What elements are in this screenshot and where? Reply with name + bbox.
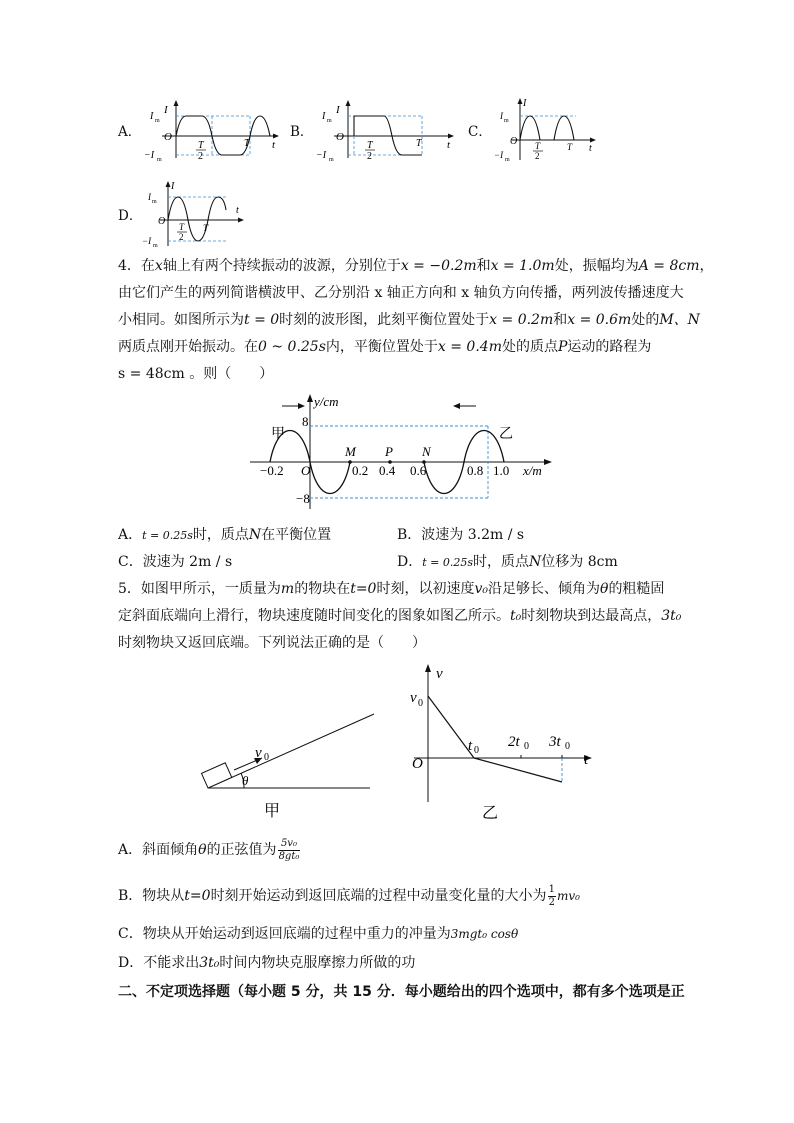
q4-text: 运动的路程为 (567, 339, 652, 355)
y-axis-label: y/cm (314, 394, 339, 409)
origin-label: O (336, 131, 344, 143)
q5-text: 时刻，以初速度 (376, 581, 475, 597)
im-label: I (148, 192, 151, 202)
q4-text: 小相同。如图所示为 (118, 312, 244, 328)
q5-var: v₀ (474, 581, 488, 597)
fraction-numerator: 5v₀ (278, 838, 301, 851)
q3-option-b[interactable] (290, 98, 455, 162)
q4-formula: t = 0.25s (142, 529, 193, 542)
q4-var: M、N (659, 312, 700, 328)
fraction-numerator: 1 (548, 883, 555, 895)
neg-im-label: −I (494, 150, 504, 160)
t-full-label: T (203, 223, 209, 233)
q5-text: 时刻物块到达最高点， (521, 608, 662, 624)
q5-var: 3t₀ (199, 955, 220, 971)
incline-v0: v (255, 745, 262, 761)
x-axis-label: x/m (523, 463, 542, 478)
t-half-den: 2 (198, 151, 203, 162)
figure-jia-label: 甲 (264, 803, 281, 820)
q4-formula: x = 0.2m (489, 312, 554, 328)
t-full-label: T (416, 138, 422, 149)
q3-graph-b (312, 98, 455, 162)
neg-im-sub: m (329, 157, 334, 162)
im-sub: m (152, 199, 157, 205)
option-b-label: B． (290, 124, 314, 140)
q4-text: 和 (476, 258, 491, 274)
q5-var: θ (198, 842, 207, 858)
t-half-num: T (179, 222, 185, 232)
im-label: I (322, 111, 326, 122)
q4-formula: x = 0.4m (437, 339, 502, 355)
option-c-label: C． (468, 124, 492, 140)
q5-var: t₀ (510, 608, 522, 624)
im-sub: m (327, 118, 332, 124)
option-text: A．斜面倾角 (118, 842, 199, 858)
t-half-num: T (535, 141, 541, 151)
im-sub: m (155, 118, 160, 124)
q4-option-d[interactable] (397, 549, 618, 576)
q5-text: 的粗糙固 (608, 581, 665, 597)
q4-formula: x = −0.2m (400, 258, 477, 274)
q4-text: 时，质点 (473, 554, 530, 570)
q4-formula: t = 0 (244, 312, 280, 328)
option-label: A． (118, 527, 143, 543)
incline-theta: θ (242, 773, 249, 788)
q5-formula: t=0 (184, 888, 211, 904)
q4-wave-figure (248, 392, 558, 512)
q4-var: P (557, 339, 568, 355)
axis-t-label: t (589, 143, 592, 154)
option-label: D． (397, 554, 423, 570)
neg-im-sub: m (157, 157, 162, 162)
fraction-denominator: 2 (548, 896, 555, 908)
vt-2t0-sub: 0 (524, 741, 529, 752)
axis-t-label: t (236, 205, 239, 216)
vt-origin: O (412, 756, 423, 772)
q5-var: θ (600, 581, 609, 597)
q4-text: 两质点刚开始振动。在 (118, 339, 258, 355)
q5-text: 沿足够长、倾角为 (488, 581, 600, 597)
neg-im-sub: m (153, 243, 158, 249)
fraction-denominator: 8gt₀ (278, 850, 300, 862)
neg-im-sub: m (505, 157, 510, 163)
q5-option-d[interactable] (118, 950, 415, 977)
q5-option-c[interactable] (118, 921, 518, 948)
q5-formula: 3mgt₀ cosθ (450, 927, 519, 941)
axis-i-label: I (171, 181, 175, 192)
amp-bottom: −8 (296, 491, 310, 506)
fraction-half (548, 884, 556, 909)
q3-graph-a (140, 98, 280, 162)
q4-formula: t = 0.25s (422, 556, 474, 569)
axis-t-label: t (447, 139, 451, 151)
t-full-label: T (567, 142, 573, 152)
q4-text: 在平衡位置 (261, 527, 332, 543)
q4-line-3 (118, 307, 700, 334)
q4-text: 处的质点 (501, 339, 558, 355)
q5-text: 5．如图甲所示，一质量为 (118, 581, 281, 597)
q5-formula: mv₀ (556, 889, 580, 903)
q3-option-a[interactable] (118, 98, 278, 162)
q4-option-c[interactable]: C．波速为 2m / s (118, 554, 233, 570)
option-d-label: D． (118, 208, 143, 224)
t-half-num: T (367, 140, 373, 151)
q5-option-b[interactable] (118, 883, 580, 910)
q5-text: 的物块在 (294, 581, 351, 597)
q5-vt-graph (400, 656, 600, 826)
axis-i-label: I (164, 104, 168, 116)
q4-formula: x = 0.6m (567, 312, 632, 328)
q3-option-c[interactable] (468, 94, 598, 164)
q4-text: 时，质点 (192, 527, 249, 543)
incline-v0-sub: 0 (264, 752, 269, 763)
q4-formula: 0 ~ 0.25s (258, 339, 326, 355)
q5-var: 3t₀ (661, 608, 682, 624)
vt-t0-sub: 0 (474, 745, 479, 756)
figure-yi-label: 乙 (482, 805, 499, 822)
t-half-den: 2 (179, 232, 184, 242)
point-p: P (385, 444, 393, 459)
q5-line-2 (118, 603, 681, 630)
q5-text: 定斜面底端向上滑行，物块速度随时间变化的图象如图乙所示。 (118, 608, 510, 624)
wave-jia-label: 甲 (271, 427, 285, 442)
option-text: 时刻开始运动到返回底端的过程中动量变化量的大小为 (210, 888, 547, 904)
vt-axis-t: t (584, 752, 589, 768)
tick-neg-0-2: −0.2 (260, 463, 284, 478)
q4-line-2: 由它们产生的两列简谐横波甲、乙分别沿 x 轴正方向和 x 轴负方向传播，两列波传播速度大 (118, 285, 684, 301)
origin-label: O (510, 136, 518, 147)
neg-im-label: −I (142, 236, 152, 246)
q4-text: 处，振幅均为 (554, 258, 639, 274)
vt-axis-v: v (436, 666, 443, 682)
axis-i-label: I (523, 98, 527, 109)
q3-graph-c (492, 94, 598, 164)
option-text: 时间内物块克服摩擦力所做的功 (219, 955, 416, 971)
q5-line-1 (118, 576, 664, 603)
q4-line-4 (118, 334, 651, 361)
origin-label: O (164, 131, 172, 143)
option-a-label: A． (118, 124, 142, 140)
q5-formula: t=0 (350, 581, 377, 597)
q4-text: 轴上有两个持续振动的波源，分别位于 (162, 258, 401, 274)
q4-text: 4．在 (118, 258, 155, 274)
option-text: 的正弦值为 (206, 842, 277, 858)
q4-text: 位移为 8cm (541, 554, 618, 570)
t-half-den: 2 (535, 151, 540, 161)
q4-text: 内，平衡位置处于 (325, 339, 438, 355)
origin-label: O (301, 463, 311, 478)
im-label: I (500, 111, 503, 121)
tick-0-4: 0.4 (379, 463, 396, 478)
q4-text: ， (699, 258, 714, 274)
axis-i-label: I (336, 104, 340, 116)
t-half-den: 2 (367, 151, 372, 162)
q4-line-5: s = 48cm 。则（ ） (118, 366, 274, 382)
im-label: I (150, 111, 154, 122)
tick-1-0: 1.0 (493, 463, 510, 478)
origin-label: O (158, 216, 166, 227)
wave-yi-label: 乙 (499, 427, 513, 442)
q4-var: x (154, 258, 163, 274)
q4-var: N (248, 527, 262, 543)
option-text: B．物块从 (118, 888, 185, 904)
q4-text: 时刻的波形图，此刻平衡位置处于 (279, 312, 490, 328)
vt-v0: v (410, 690, 417, 706)
q4-line-1 (118, 253, 713, 280)
q4-text: 和 (553, 312, 568, 328)
amp-top: 8 (302, 414, 309, 429)
q5-var: m (280, 581, 295, 597)
neg-im-label: −I (144, 150, 155, 161)
q5-incline-figure (198, 708, 378, 823)
q4-option-a[interactable] (118, 522, 331, 549)
point-m: M (345, 444, 356, 459)
q4-formula: A = 8cm (638, 258, 700, 274)
vt-2t0: 2t (508, 734, 520, 750)
q5-option-a[interactable] (118, 837, 301, 864)
fraction-5v0-8gt0 (278, 838, 301, 863)
option-text: C．物块从开始运动到返回底端的过程中重力的冲量为 (118, 926, 451, 942)
tick-0-6: 0.6 (410, 463, 427, 478)
neg-im-label: −I (316, 150, 327, 161)
point-n: N (422, 444, 431, 459)
tick-0-2: 0.2 (352, 463, 369, 478)
q5-line-3: 时刻物块又返回底端。下列说法正确的是（ ） (118, 635, 426, 651)
q4-var: N (529, 554, 542, 570)
t-half-num: T (198, 140, 204, 151)
im-sub: m (504, 118, 509, 124)
q3-option-d[interactable] (118, 180, 248, 250)
q4-text: 处的 (631, 312, 660, 328)
vt-v0-sub: 0 (418, 698, 423, 709)
q4-option-b[interactable]: B．波速为 3.2m / s (397, 527, 525, 543)
q3-graph-d (142, 180, 248, 250)
option-text: D．不能求出 (118, 955, 200, 971)
q4-formula: x = 1.0m (490, 258, 555, 274)
vt-3t0-sub: 0 (565, 741, 570, 752)
t-full-label: T (244, 138, 250, 149)
vt-3t0: 3t (549, 734, 561, 750)
tick-0-8: 0.8 (467, 463, 484, 478)
section-2-heading: 二、不定项选择题（每小题 5 分，共 15 分．每小题给出的四个选项中，都有多个选项是正 (118, 984, 685, 1000)
vt-t0: t (468, 738, 473, 754)
axis-t-label: t (272, 139, 276, 151)
